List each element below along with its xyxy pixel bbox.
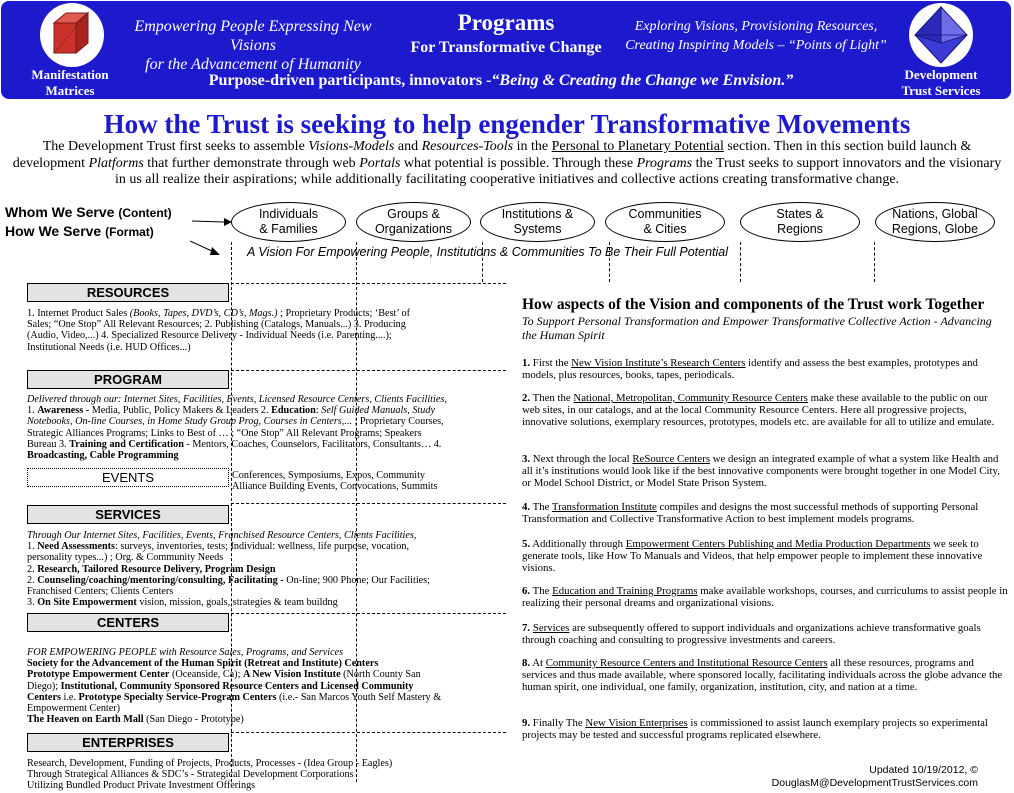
footer: [760, 764, 978, 790]
list-item: 7. Services are subsequently offered to support individuals and organizations achieve transformative goals through coaching and consulting to progressive investments and careers.: [522, 622, 981, 646]
list-item: 4. The Transformation Institute compiles and designs the most successful methods of supporting Personal Transformation and Collective Transformative Action to best implement models programs.: [522, 501, 979, 525]
right-heading: How aspects of the Vision and components of the Trust work Together: [522, 296, 985, 313]
purpose-line: Purpose-driven participants, innovators -“Being & Creating the Change we Envision.”: [208, 72, 794, 89]
cube-logo-icon: [40, 3, 104, 67]
oval-groups: Groups & Organizations: [356, 202, 471, 242]
banner-title: Programs For Transformative Change: [410, 10, 602, 56]
vision-line: A Vision For Empowering People, Institutions & Communities To Be Their Full Potential: [247, 245, 729, 259]
whom-we-serve-label: Whom We Serve (Content): [5, 204, 172, 220]
oval-nations: Nations, Global Regions, Globe: [875, 202, 995, 242]
manifestation-matrices-label: Manifestation Matrices: [31, 67, 109, 98]
list-item: 9. Finally The New Vision Enterprises is commissioned to assist launch exemplary projects so experimental projects may be tested and successful programs replicated elsewhere.: [522, 717, 988, 741]
oval-states: States & Regions: [740, 202, 860, 242]
oval-individuals: Individuals & Families: [231, 202, 346, 242]
guide-line: [740, 242, 741, 282]
divider: [231, 613, 506, 614]
services-text: Through Our Internet Sites, Facilities, Events, Franchised Resource Centers, Clients Facilities, 1. Need Assessments: surveys, inventories, tests; Individual: wellness, life purpose, vocation, personality types...) ; Org. & Community Needs 2. Research, Tailored Resource Delivery, Program Design 2. Counseling/coaching/mentoring/consulting, Facilitating - On-line; 900 Phone; Our Facilities; Franchised Centers; Clients Centers 3. On Site Empowerment vision, mission, goals, strategies & team buildng: [27, 530, 430, 609]
list-item: 6. The Education and Training Programs make available workshops, courses, and curriculums to assist people in realizing their personal dreams and organizational visions.: [522, 585, 1008, 609]
contact-email[interactable]: DouglasM@DevelopmentTrustServices.com: [771, 777, 978, 789]
banner-left-tagline: Empowering People Expressing New Visions for the Advancement of Humanity: [134, 18, 372, 73]
divider: [231, 370, 506, 371]
guide-line: [874, 242, 875, 282]
section-enterprises: ENTERPRISES: [27, 733, 229, 752]
list-item: 1. First the New Vision Institute’s Research Centers identify and assess the best examples, prototypes and models, plus resources, books, tapes, periodicals.: [522, 357, 978, 381]
section-program: PROGRAM: [27, 370, 229, 389]
program-text: Delivered through our: Internet Sites, Facilities, Events, Licensed Resource Centers, Clients Facilities, 1. Awareness - Media, Public, Policy Makers & Leaders 2. Education: Self Guided Manuals, Study Notebooks, On-line Courses, in Home Study Group Prog, Courses in Centers,... ; Proprietary Courses, Strategic Alliances Programs; Links to Best of … ; “One Stop” All Relevant Programs; Speakers Bureau 3. Training and Certification - Mentors, Coaches, Counselors, Facilitators, Consultants… 4. Broadcasting, Cable Programming: [27, 394, 447, 462]
guide-line: [609, 242, 610, 282]
divider: [231, 503, 506, 504]
divider: [231, 283, 506, 284]
events-text: Conferences, Symposiums, Expos, Community Alliance Building Events, Convocations, Summits: [232, 470, 438, 493]
list-item: 3. Next through the local ReSource Centers we design an integrated example of what a system like Health and all it’s institutions would look like if the best innovative components were brought together in one Model City, or Model School District, or Model State Prison System.: [522, 453, 1000, 489]
diamond-logo-icon: [909, 3, 973, 67]
development-trust-label: Development Trust Services: [901, 67, 981, 98]
section-resources: RESOURCES: [27, 283, 229, 302]
guide-line: [482, 242, 483, 282]
resources-text: 1. Internet Product Sales (Books, Tapes, DVD’s, CD’s, Mags.) ; Proprietary Products; ‘Best’ of Sales; “One Stop” All Relevant Resources; 2. Publishing (Catalogs, Manuals...) 3. Producing (Audio, Video,...) 4. Specialized Resource Delivery - Individual Needs (i.e. Parenting....); Institutional Needs (i.e. HUD Offices...): [27, 308, 411, 353]
right-subheading: To Support Personal Transformation and Empower Transformative Collective Action - Advancing the Human Spirit: [522, 314, 992, 342]
header-banner: [1, 1, 1011, 99]
oval-institutions: Institutions & Systems: [480, 202, 595, 242]
section-centers: CENTERS: [27, 613, 229, 632]
centers-text: FOR EMPOWERING PEOPLE with Resource Sales, Programs, and Services Society for the Advancement of the Human Spirit (Retreat and Institute) Centers Prototype Empowerment Center (Oceanside, Ca); A New Vision Institute (North County San Diego); Institutional, Community Sponsored Resource Centers and Licensed Community Centers i.e. Prototype Specialty Service-Program Centers (i.e.- San Marcos Youth Self Mastery & Empowerment Center) The Heaven on Earth Mall (San Diego - Prototype): [27, 647, 442, 726]
section-events: EVENTS: [27, 468, 229, 487]
page-title: How the Trust is seeking to help engender Transformative Movements: [103, 109, 911, 139]
banner-right-tagline: Exploring Visions, Provisioning Resources, Creating Inspiring Models – “Points of Light”: [625, 19, 887, 53]
updated-date: Updated 10/19/2012, ©: [869, 764, 978, 776]
oval-communities: Communities & Cities: [605, 202, 725, 242]
section-services: SERVICES: [27, 505, 229, 524]
intro-paragraph: The Development Trust first seeks to assemble Visions-Models and Resources-Tools in the Personal to Planetary Potential section. Then in this section build launch & development Platforms that further demonstrate through web Portals what potential is possible. Through these Programs the Trust seeks to support innovators and the visionary in us all realize their aspirations; while additionally facilitating cooperative initiatives and collective actions creating transformative change.: [12, 139, 1002, 187]
list-item: 2. Then the National, Metropolitan, Community Resource Centers make these available to the public on our web sites, in our catalogs, and at the local Community Resource Centers. Here all progressive projects, innovative solutions, exemplary resources, prototypes, models etc. are available for all to utilize and emulate.: [522, 392, 995, 428]
list-item: 8. At Community Resource Centers and Institutional Resource Centers all these resources, programs and services and thus made available, where sponsored locally, facilitating individuals across the globe advance the human spirit, one individual, one family, organization, institution, city, and nation at a time.: [522, 657, 1003, 693]
how-we-serve-label: How We Serve (Format): [5, 223, 154, 239]
list-item: 5. Additionally through Empowerment Centers Publishing and Media Production Departments we seek to generate tools, like How To Manuals and Videos, that help empower people to implement these innovative visions.: [522, 538, 983, 574]
enterprises-text: Research, Development, Funding of Projects, Products, Processes - (Idea Group - Eagles) Through Strategical Alliances & SDC’s - Strategical Development Corporations Utilizing Bundled Product Private Investment Offerings: [27, 758, 393, 792]
divider: [231, 732, 506, 733]
